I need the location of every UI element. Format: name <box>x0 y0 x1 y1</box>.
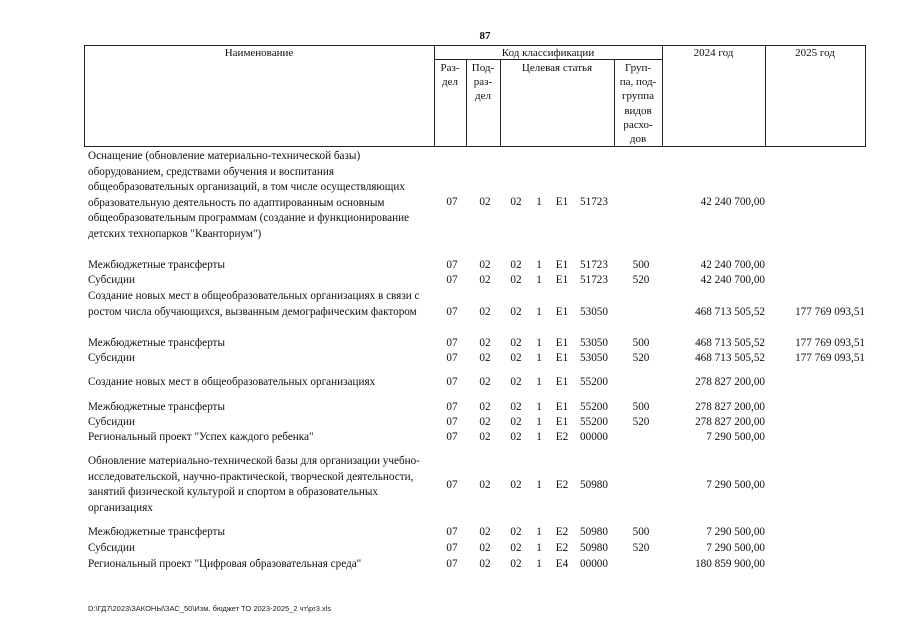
row-podrazdel: 02 <box>479 431 491 443</box>
row-target-part2: 1 <box>536 558 542 570</box>
row-amount-2024: 278 827 200,00 <box>695 416 765 428</box>
row-target-part2: 1 <box>536 431 542 443</box>
row-podrazdel: 02 <box>479 352 491 364</box>
row-name: Субсидии <box>88 416 135 428</box>
row-name: Межбюджетные трансферты <box>88 526 225 538</box>
row-target-part4: 00000 <box>580 431 608 443</box>
header-podrazdel: Под- раз- дел <box>471 62 495 102</box>
row-target-part3: E1 <box>555 306 569 318</box>
row-target-part4: 53050 <box>580 352 608 364</box>
row-amount-2024: 42 240 700,00 <box>700 274 765 286</box>
row-name: Региональный проект "Цифровая образовательная среда" <box>88 558 362 570</box>
row-razdel: 07 <box>446 274 458 286</box>
row-amount-2024: 180 859 900,00 <box>695 558 765 570</box>
page-number: 87 <box>479 30 491 42</box>
table-row <box>0 258 905 273</box>
row-target-part4: 51723 <box>580 274 608 286</box>
row-target-part2: 1 <box>536 526 542 538</box>
row-target-part1: 02 <box>510 542 522 554</box>
row-target-part3: E1 <box>555 259 569 271</box>
row-target-part1: 02 <box>510 274 522 286</box>
row-vid: 500 <box>632 259 650 271</box>
row-target-part1: 02 <box>510 196 522 208</box>
row-podrazdel: 02 <box>479 526 491 538</box>
row-podrazdel: 02 <box>479 337 491 349</box>
row-vid: 500 <box>632 337 650 349</box>
row-amount-2024: 468 713 505,52 <box>695 306 765 318</box>
table-row <box>0 400 905 415</box>
table-row <box>0 336 905 351</box>
row-vid: 520 <box>632 352 650 364</box>
row-amount-2024: 7 290 500,00 <box>706 479 765 491</box>
row-amount-2025: 177 769 093,51 <box>795 352 865 364</box>
row-vid: 520 <box>632 542 650 554</box>
row-razdel: 07 <box>446 196 458 208</box>
row-target-part1: 02 <box>510 431 522 443</box>
table-row <box>0 375 905 390</box>
row-podrazdel: 02 <box>479 376 491 388</box>
table-row <box>0 415 905 430</box>
row-name: Межбюджетные трансферты <box>88 401 225 413</box>
row-podrazdel: 02 <box>479 401 491 413</box>
row-name: Субсидии <box>88 542 135 554</box>
row-name: Региональный проект "Успех каждого ребенка" <box>88 431 314 443</box>
row-target-part2: 1 <box>536 401 542 413</box>
row-target-part4: 53050 <box>580 337 608 349</box>
row-target-part4: 55200 <box>580 376 608 388</box>
row-target-part3: E1 <box>555 376 569 388</box>
row-name: Обновление материально-технической базы для организации учебно-исследовательской, научно-практической, творческой деятельности, занятий физической культурой и спортом в образовательных организациях <box>88 455 420 514</box>
row-target-part4: 50980 <box>580 479 608 491</box>
row-target-part4: 51723 <box>580 259 608 271</box>
header-target: Целевая статья <box>521 62 593 74</box>
row-target-part3: E2 <box>555 542 569 554</box>
file-path-footer: D:\ГД7\2023\ЗАКОНЫ\ЗАС_50\Изм. бюджет ТО 2023-2025_2 чт\pr3.xls <box>88 604 332 613</box>
row-razdel: 07 <box>446 526 458 538</box>
row-name: Субсидии <box>88 352 135 364</box>
row-name: Создание новых мест в общеобразовательных организациях <box>88 376 376 388</box>
table-row <box>0 541 905 556</box>
row-razdel: 07 <box>446 401 458 413</box>
row-amount-2024: 7 290 500,00 <box>706 431 765 443</box>
row-target-part1: 02 <box>510 416 522 428</box>
table-row <box>0 454 905 517</box>
row-target-part3: E1 <box>555 401 569 413</box>
row-podrazdel: 02 <box>479 274 491 286</box>
row-vid: 520 <box>632 416 650 428</box>
row-target-part4: 55200 <box>580 401 608 413</box>
header-2024: 2024 год <box>693 47 734 59</box>
row-target-part2: 1 <box>536 196 542 208</box>
row-target-part1: 02 <box>510 259 522 271</box>
row-target-part2: 1 <box>536 376 542 388</box>
row-target-part3: E4 <box>555 558 569 570</box>
row-target-part2: 1 <box>536 352 542 364</box>
row-name: Межбюджетные трансферты <box>88 259 225 271</box>
row-target-part1: 02 <box>510 479 522 491</box>
row-target-part2: 1 <box>536 274 542 286</box>
table-row <box>0 149 905 256</box>
row-target-part3: E2 <box>555 526 569 538</box>
row-razdel: 07 <box>446 337 458 349</box>
row-target-part3: E1 <box>555 352 569 364</box>
row-razdel: 07 <box>446 479 458 491</box>
row-target-part3: E2 <box>555 479 569 491</box>
row-amount-2025: 177 769 093,51 <box>795 306 865 318</box>
row-target-part1: 02 <box>510 337 522 349</box>
header-vid: Груп- па, под- группа видов расхо- дов <box>619 62 657 146</box>
row-razdel: 07 <box>446 259 458 271</box>
row-name: Субсидии <box>88 274 135 286</box>
row-podrazdel: 02 <box>479 259 491 271</box>
table-row <box>0 557 905 572</box>
row-razdel: 07 <box>446 542 458 554</box>
row-target-part3: E1 <box>555 274 569 286</box>
row-podrazdel: 02 <box>479 479 491 491</box>
row-target-part3: E1 <box>555 416 569 428</box>
table-row <box>0 273 905 288</box>
row-amount-2024: 7 290 500,00 <box>706 542 765 554</box>
header-name: Наименование <box>224 47 294 59</box>
row-target-part3: E1 <box>555 337 569 349</box>
row-target-part1: 02 <box>510 526 522 538</box>
row-target-part2: 1 <box>536 306 542 318</box>
header-2025: 2025 год <box>795 47 835 59</box>
row-target-part1: 02 <box>510 558 522 570</box>
row-target-part1: 02 <box>510 352 522 364</box>
row-target-part1: 02 <box>510 376 522 388</box>
row-razdel: 07 <box>446 416 458 428</box>
row-name: Межбюджетные трансферты <box>88 337 225 349</box>
row-amount-2024: 42 240 700,00 <box>700 196 765 208</box>
row-amount-2024: 468 713 505,52 <box>695 352 765 364</box>
row-name: Создание новых мест в общеобразовательных организациях в связи с ростом числа обучающихся, вызванным демографическим фактором <box>88 290 420 318</box>
row-target-part2: 1 <box>536 337 542 349</box>
row-vid: 500 <box>632 401 650 413</box>
row-podrazdel: 02 <box>479 558 491 570</box>
table-row <box>0 351 905 366</box>
row-amount-2024: 42 240 700,00 <box>700 259 765 271</box>
row-podrazdel: 02 <box>479 196 491 208</box>
row-amount-2025: 177 769 093,51 <box>795 337 865 349</box>
row-name: Оснащение (обновление материально-технической базы) оборудованием, средствами обучения и воспитания общеобразовательных организаций, в том числе осуществляющих образовательную деятельность по адаптированным основным общеобразовательным программам (создание и функционирование детских технопарков "Кванториум") <box>88 150 410 240</box>
row-target-part1: 02 <box>510 306 522 318</box>
row-target-part2: 1 <box>536 259 542 271</box>
row-target-part2: 1 <box>536 542 542 554</box>
row-target-part4: 53050 <box>580 306 608 318</box>
row-target-part1: 02 <box>510 401 522 413</box>
row-target-part4: 55200 <box>580 416 608 428</box>
table-row <box>0 430 905 445</box>
table-row <box>0 525 905 540</box>
row-vid: 500 <box>632 526 650 538</box>
row-target-part4: 50980 <box>580 526 608 538</box>
row-podrazdel: 02 <box>479 416 491 428</box>
row-razdel: 07 <box>446 558 458 570</box>
header-razdel: Раз- дел <box>440 62 460 88</box>
row-podrazdel: 02 <box>479 542 491 554</box>
row-target-part4: 00000 <box>580 558 608 570</box>
row-target-part4: 51723 <box>580 196 608 208</box>
row-razdel: 07 <box>446 306 458 318</box>
row-razdel: 07 <box>446 352 458 364</box>
row-amount-2024: 278 827 200,00 <box>695 401 765 413</box>
table-row <box>0 289 905 336</box>
row-target-part2: 1 <box>536 479 542 491</box>
row-razdel: 07 <box>446 376 458 388</box>
row-podrazdel: 02 <box>479 306 491 318</box>
row-target-part3: E1 <box>555 196 569 208</box>
row-vid: 520 <box>632 274 650 286</box>
row-amount-2024: 278 827 200,00 <box>695 376 765 388</box>
row-target-part4: 50980 <box>580 542 608 554</box>
row-target-part2: 1 <box>536 416 542 428</box>
row-razdel: 07 <box>446 431 458 443</box>
row-target-part3: E2 <box>555 431 569 443</box>
row-amount-2024: 7 290 500,00 <box>706 526 765 538</box>
header-code: Код классификации <box>501 47 595 59</box>
row-amount-2024: 468 713 505,52 <box>695 337 765 349</box>
